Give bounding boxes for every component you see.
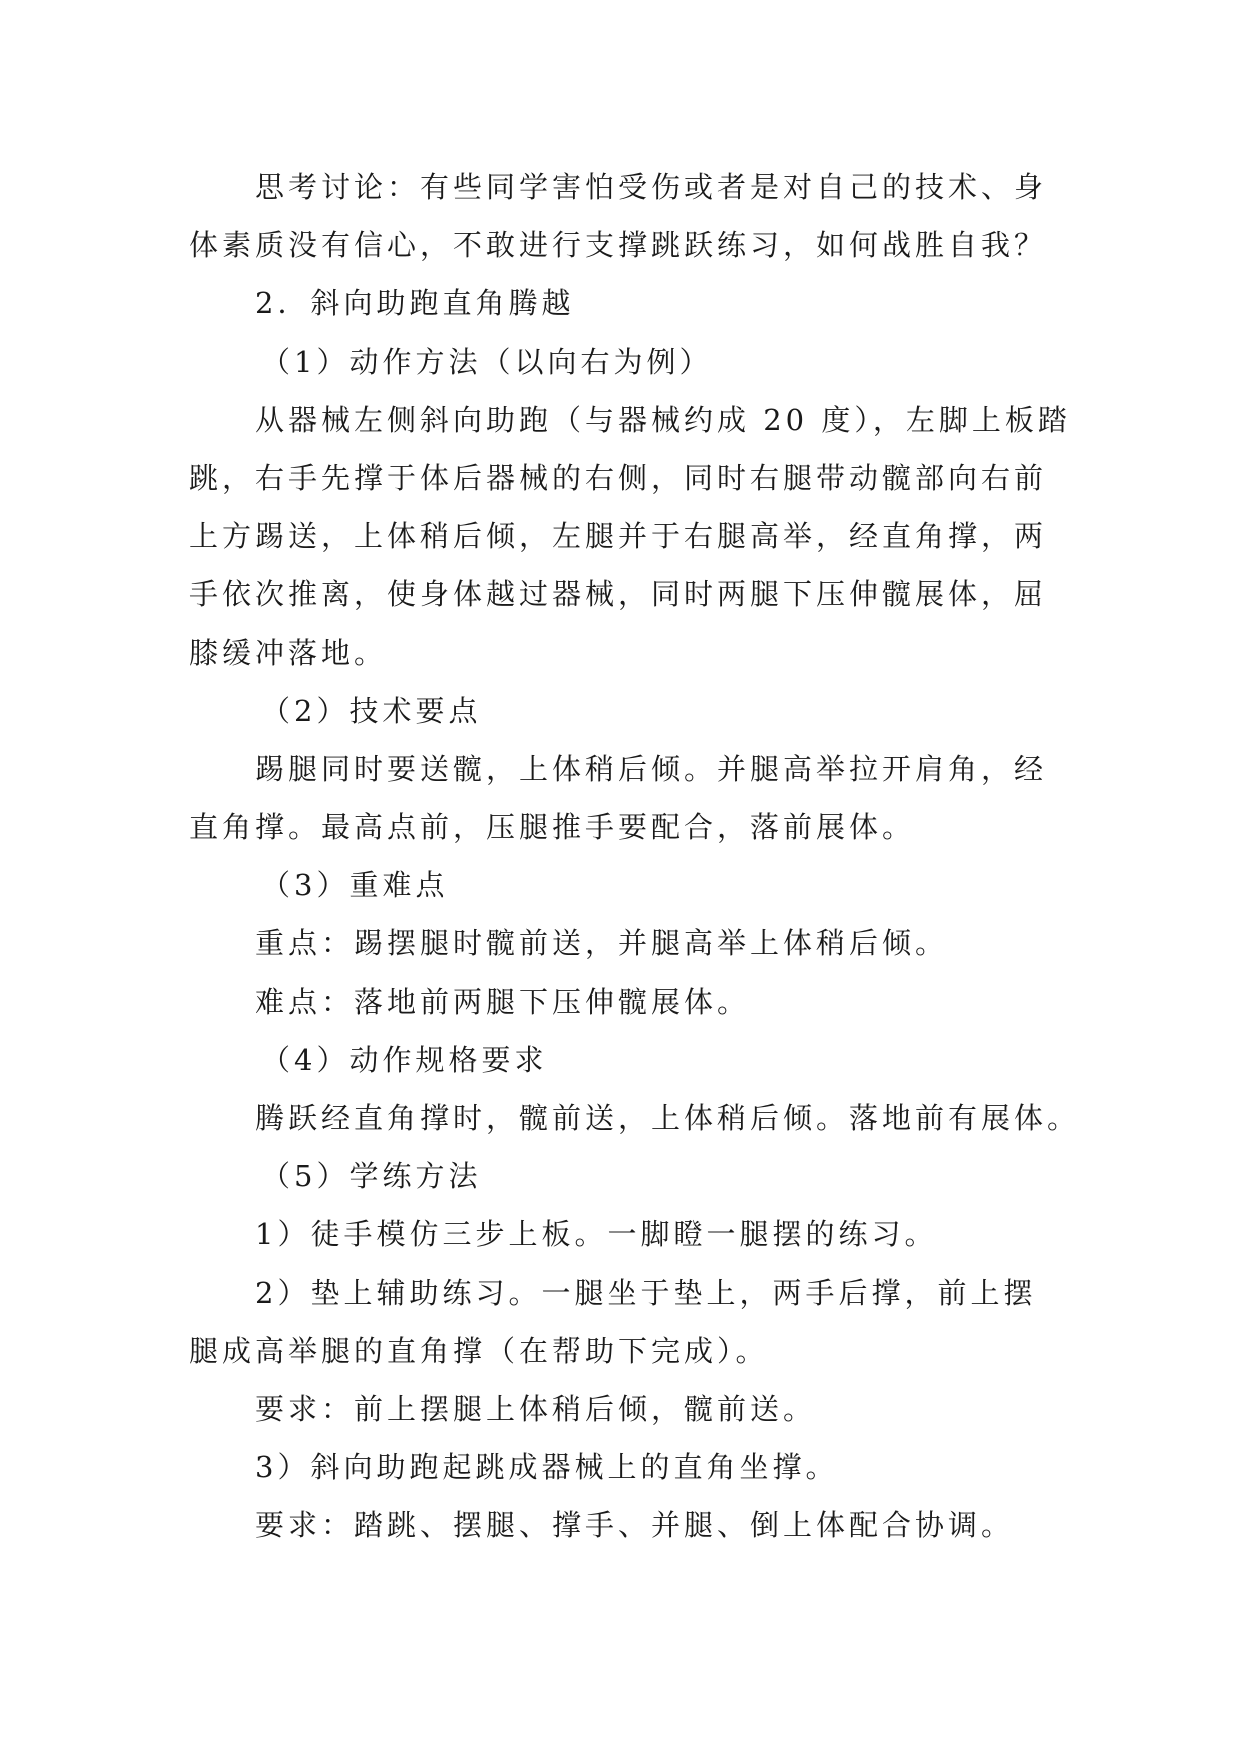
paragraph-discussion-line-2: 体素质没有信心，不敢进行支撑跳跃练习，如何战胜自我？ xyxy=(189,228,1048,263)
paragraph-method-line-3: 上方踢送，上体稍后倾，左腿并于右腿高举，经直角撑，两 xyxy=(189,519,1048,554)
paragraph-key-point: 重点：踢摆腿时髋前送，并腿高举上体稍后倾。 xyxy=(255,926,949,961)
list-item-practice-3: 3）斜向助跑起跳成器械上的直角坐撑。 xyxy=(255,1450,839,1485)
paragraph-method-line-1: 从器械左侧斜向助跑（与器械约成 20 度），左脚上板踏 xyxy=(255,402,1071,437)
list-item-practice-2-line-2: 腿成高举腿的直角撑（在帮助下完成）。 xyxy=(189,1333,769,1368)
section-heading-2: 2．斜向助跑直角腾越 xyxy=(255,286,575,321)
list-item-practice-2-line-1: 2）垫上辅助练习。一腿坐于垫上，两手后撑，前上摆 xyxy=(255,1275,1037,1310)
paragraph-technical-line-1: 踢腿同时要送髋，上体稍后倾。并腿高举拉开肩角，经 xyxy=(255,751,1048,786)
subheading-specification: （4）动作规格要求 xyxy=(261,1042,548,1077)
requirement-practice-2: 要求：前上摆腿上体稍后倾，髋前送。 xyxy=(255,1391,817,1426)
requirement-practice-3: 要求：踏跳、摆腿、撑手、并腿、倒上体配合协调。 xyxy=(255,1508,1015,1543)
paragraph-specification: 腾跃经直角撑时，髋前送，上体稍后倾。落地前有展体。 xyxy=(255,1101,1081,1135)
paragraph-difficult-point: 难点：落地前两腿下压伸髋展体。 xyxy=(255,984,751,1019)
subheading-key-difficult: （3）重难点 xyxy=(261,868,449,903)
paragraph-method-line-4: 手依次推离，使身体越过器械，同时两腿下压伸髋展体，屈 xyxy=(189,577,1048,612)
subheading-practice-methods: （5）学练方法 xyxy=(261,1159,482,1194)
list-item-practice-1: 1）徒手模仿三步上板。一脚瞪一腿摆的练习。 xyxy=(255,1217,938,1252)
paragraph-technical-line-2: 直角撑。最高点前，压腿推手要配合，落前展体。 xyxy=(189,810,916,845)
paragraph-method-line-2: 跳，右手先撑于体后器械的右侧，同时右腿带动髋部向右前 xyxy=(189,460,1048,495)
paragraph-method-line-5: 膝缓冲落地。 xyxy=(189,635,388,670)
subheading-technical-points: （2）技术要点 xyxy=(261,693,482,728)
paragraph-discussion-line-1: 思考讨论：有些同学害怕受伤或者是对自己的技术、身 xyxy=(255,170,1048,204)
subheading-action-method: （1）动作方法（以向右为例） xyxy=(261,344,713,379)
document-body xyxy=(189,158,1081,1555)
